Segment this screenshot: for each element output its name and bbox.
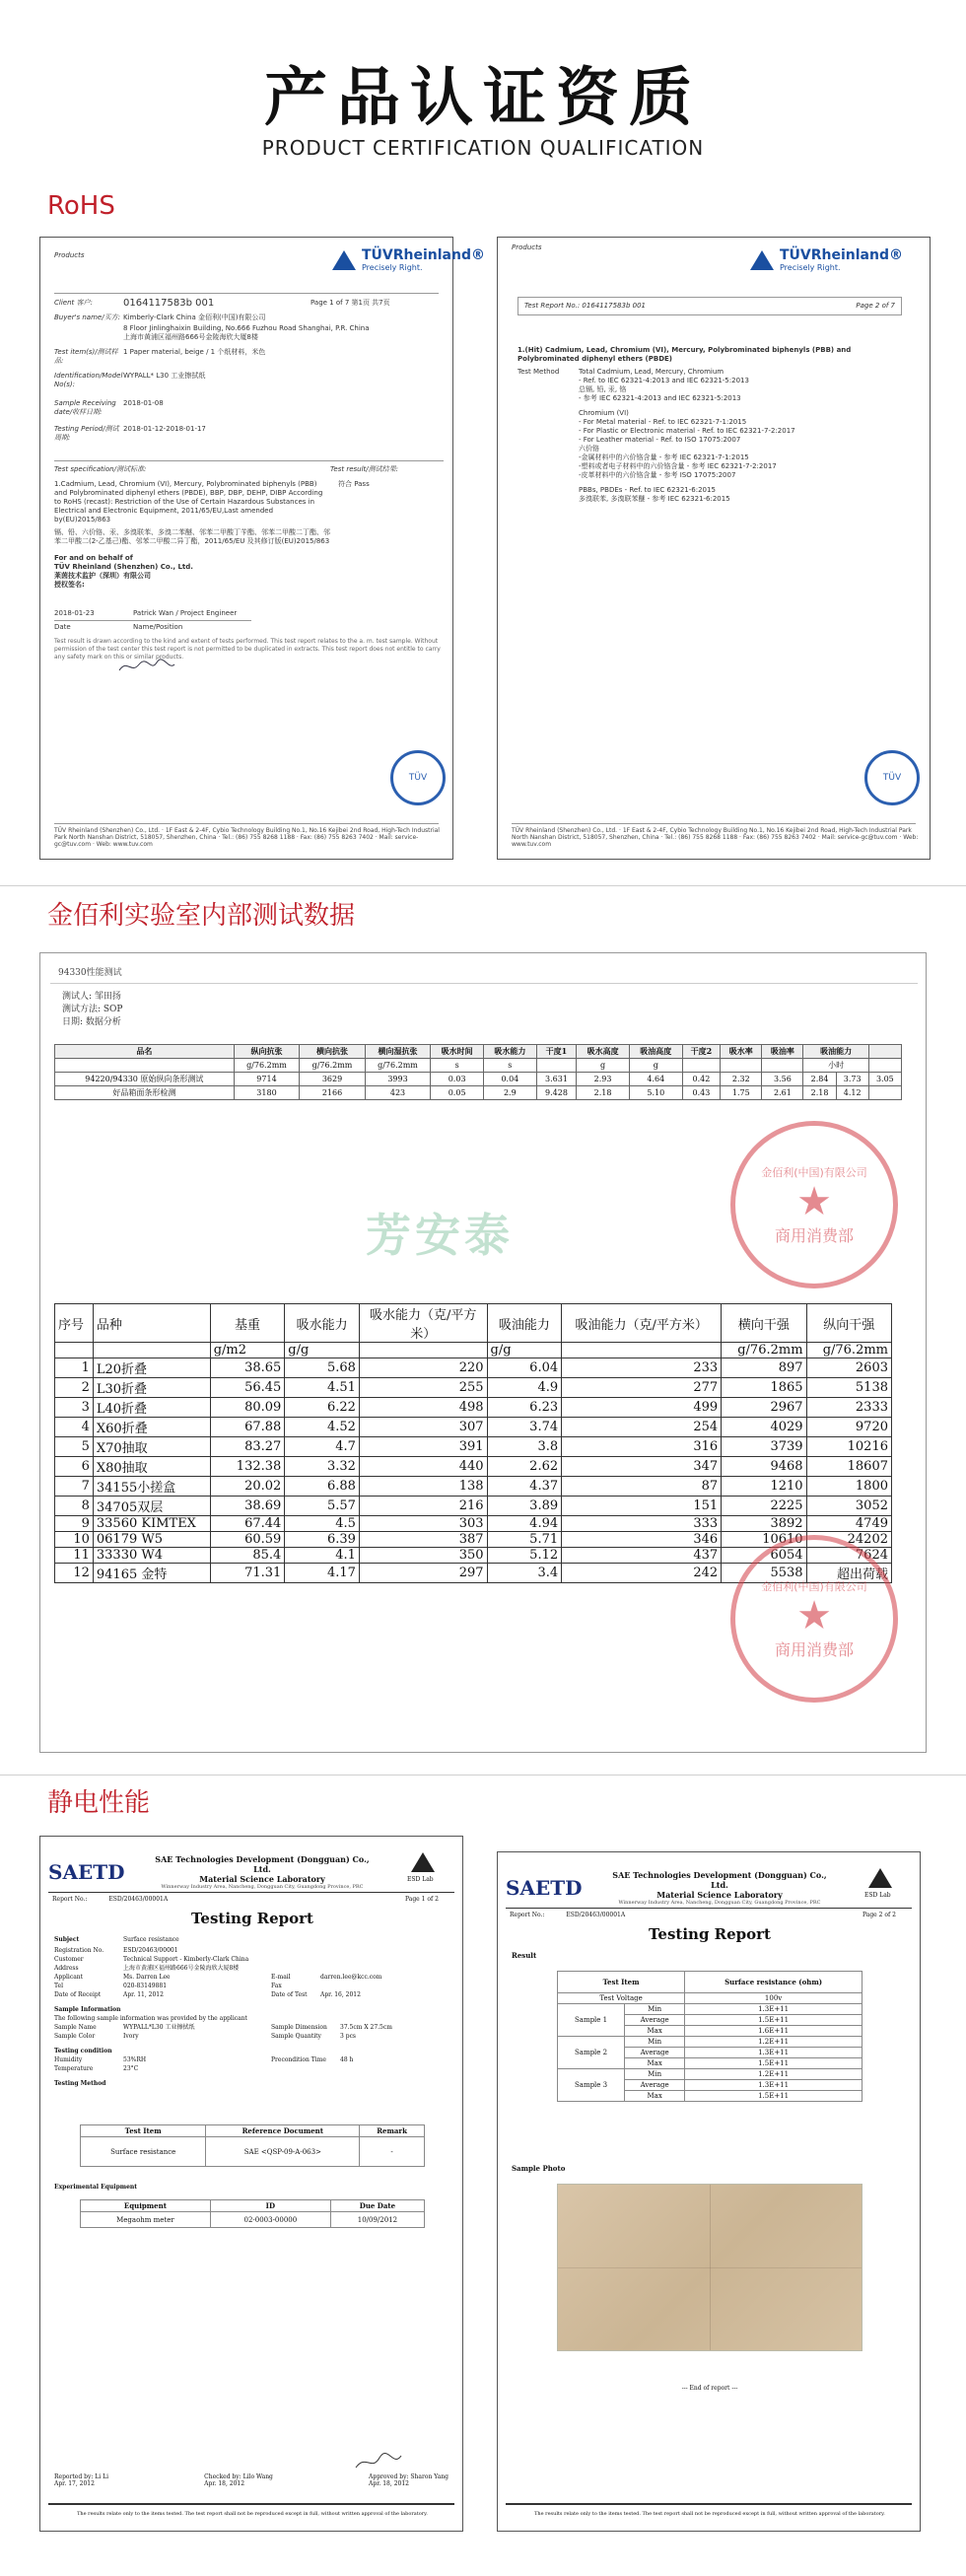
lab-data-sheet [39,952,927,1753]
page-title: 产品认证资质 [264,62,702,135]
period-value: 2018-01-12-2018-01-17 [123,425,206,433]
sign-date: 2018-01-23 [54,609,95,617]
report-number: Report No.: ESD/20463/00001A [510,1912,626,1918]
model-value: WYPALL* L30 工业擦拭纸 [123,372,206,380]
tuv-logo [332,247,485,272]
saetd-header: SAE Technologies Development (Dongguan) Co., Ltd. Material Science Laboratory Winnerway Industry Area, Nancheng, Dongguan City, Guangdong Province, PRC [155,1854,370,1890]
period-label: Testing Period/测试周期: [54,425,119,442]
signature-icon [117,657,176,676]
table-row: 12 94165 金特 71.31 4.17 297 3.4 242 5538 超出荷载 [55,1564,892,1583]
tuv-triangle-icon [750,250,774,270]
spec-label: Test specification/测试标准: [54,465,147,473]
report-title: Testing Report [648,1925,771,1943]
products-label: Products [512,244,542,251]
buyer-label: Buyer's name/买方: [54,313,120,321]
tuv-brand: TÜVRheinland® [780,247,903,263]
saetd-logo: SAETD [48,1860,125,1884]
client-label: Client 客户: [54,299,93,307]
lab-method: 测试方法: SOP [62,1005,123,1014]
saetd-report-page-2 [497,1851,921,2532]
auth-label: 授权签名: [54,581,85,589]
lab-results-table: 序号 品种 基重 吸水能力 吸水能力（克/平方米） 吸油能力 吸油能力（克/平方米） 横向干强 纵向干强 g/m2 g/g g/g g/76.2mm g/76.2mm 1 L20折叠 38.65 5.68 220 6.04 233 897 2603 2 L30折叠 56.45 4.51 255 4.9 277 1865 5138 3 L40折叠 80.09 6.22 498 6.23 499 2967 2333 4 X60折叠 67.88 4.52 307 3.74 254 4029 9720 5 X70抽取 83.27 4.7 391 3.8 316 3739 10216 6 X80抽取 132.38 3.32 440 2.62 347 9468 18607 7 34155小搓盒 20.02 6.88 138 4.37 87 1210 1800 8 34705双层 38.69 5.57 216 3.89 151 2225 3052 9 33560 KIMTEX 67.44 4.5 303 4.94 333 3892 4749 10 06179 W5 60.59 6.39 387 5.71 346 10610 24202 11 33330 W4 85.4 4.1 350 5.12 437 6054 7624 12 94165 金特 71.31 4.17 297 3.4 242 5538 超出荷载 [54,1303,892,1583]
table-row: 7 34155小搓盒 20.02 6.88 138 4.37 87 1210 1800 [55,1477,892,1497]
table-row: 好品箱面条形检测 3180 2166 423 0.05 2.9 9.428 2.18 5.10 0.43 1.75 2.61 2.18 4.12 [55,1086,902,1100]
buyer-value: Kimberly-Clark China 金佰利(中国)有限公司 [123,313,266,321]
tuv-logo [750,247,903,272]
equipment-table: Equipment ID Due Date Megaohm meter 02-0003-00000 10/09/2012 [80,2199,425,2228]
saetd-footer: The results relate only to the items tested. The test report shall not be reproduced except in full, without written approval of the laboratory. [77,2511,428,2517]
date-caption: Date [54,623,71,631]
lab-meta [62,991,123,1029]
signatures: Reported by: Li Li Apr. 17, 2012 Checked by: Lilo Wang Apr. 18, 2012 Approved by: Sharon Yang Apr. 18, 2012 [54,2473,448,2487]
report-body: Subject Surface resistance Registration No. ESD/20463/00001 Customer Technical Support - Kimberly-Clark China Address 上海市黄浦区福州路666号金陵海欣大厦8楼 Applicant Ms. Darren Lee E-mail darren.lee@kcc.com Tel 020-83149881 Fax Date of Receipt Apr. 11, 2012 Date of Test Apr. 16, 2012 Sample Information The following sample information was provided by the applicant Sample Name WYPALL*L30 工业擦拭纸 Sample Dimension 37.5cm X 27.5cm Sample Color Ivory Sample Quantity 3 pcs Testing condition Humidity 53%RH Precondition Time 48 h Temperature 23°C Testing Method [54,1936,392,2087]
page-number: Page 2 of 2 [862,1912,896,1918]
spec-text-cn: 镉、铅、六价铬、汞、多溴联苯、多溴二苯醚、邻苯二甲酸丁苄酯、邻苯二甲酸二丁酯、邻苯二甲酸二(2-乙基己)酯、邻苯二甲酸二异丁酯，2011/65/EU 及其修订版(EU)2015/863 [54,528,330,545]
model-label: Identification/Model No(s): [54,372,123,388]
spec-text: 1.Cadmium, Lead, Chromium (VI), Mercury, Polybrominated biphenyls (PBB) and Polybrominated diphenyl ethers (PBDE), BBP, DBP, DEHP, DIBP According to RoHS (recast): Restriction of the Use of Certain Hazardous Substances in Electrical and Electronic Equipment, 2011/65/EU,Last amended by(EU)2015/863 [54,480,323,523]
method-table: Test Item Reference Document Remark Surface resistance SAE <QSP-09-A-063> - [80,2124,425,2167]
company-seal-stamp-bottom: 金佰利(中国)有限公司 ★ 商用消费部 [730,1535,898,1703]
resistance-table: Test Item Surface resistance (ohm) Test Voltage 100v Sample 1 Min 1.3E+11 Average 1.5E+11 Max 1.6E+11 Sample 2 Min 1.2E+11 Average 1.3E+11 Max 1.5E+11 Sample 3 Min 1.2E+11 Average 1.3E+11 Max 1.5E+11 [557,1971,862,2102]
table-row: 2 L30折叠 56.45 4.51 255 4.9 277 1865 5138 [55,1378,892,1398]
sample-photo [557,2184,862,2351]
saetd-logo: SAETD [506,1876,583,1900]
report-number: Test Report No.: 0164117583b 001 [524,302,646,310]
section-title-rohs: RoHS [47,191,115,221]
lab-date: 日期: 数据分析 [62,1017,121,1027]
photo-label: Sample Photo [512,2164,566,2173]
table-row: Max 1.5E+11 [558,2058,862,2069]
saetd-footer: The results relate only to the items tested. The test report shall not be reproduced except in full, without written approval of the laboratory. [534,2511,885,2517]
tuv-triangle-icon [332,250,356,270]
table-row: 4 X60折叠 67.88 4.52 307 3.74 254 4029 9720 [55,1418,892,1437]
report-number-box [518,297,902,315]
tuv-seal-stamp: TÜV [864,750,920,805]
result-value: 符合 Pass [338,480,370,488]
behalf-text: For and on behalf of [54,554,133,562]
signer: Patrick Wan / Project Engineer [133,609,238,617]
lab-name: TÜV Rheinland (Shenzhen) Co., Ltd. [54,563,193,571]
table-row: Sample 3 Min 1.2E+11 [558,2069,862,2080]
name-caption: Name/Position [133,623,183,631]
receiving-label: Sample Receiving date/收样日期: [54,399,116,416]
method-label: Test Method [518,368,560,376]
tuv-report-page-1 [39,237,485,860]
lab-name-cn: 莱茵技术监护（深圳）有限公司 [54,572,151,580]
star-icon: ★ [796,1592,832,1638]
page-number: Page 1 of 2 [405,1896,439,1903]
tuv-footer: TÜV Rheinland (Shenzhen) Co., Ltd. · 1F East & 2-4F, Cybio Technology Building No.1, No.16 Kejibei 2nd Road, High-Tech Industrial Park North Nanshan District, 518057, Shenzhen, China · Tel.: (86) 755 8268 1188 · Fax: (86) 755 8263 7402 · Mail: service-gc@tuv.com · Web: www.tuv.com [54,827,440,848]
equipment-label: Experimental Equipment [54,2184,138,2191]
tuv-report-page-2 [497,237,931,860]
table-row: Sample 1 Min 1.3E+11 [558,2004,862,2015]
table-row: 8 34705双层 38.69 5.57 216 3.89 151 2225 3052 [55,1497,892,1516]
report-title: Testing Report [190,1910,313,1927]
lab-summary-table: 品名 纵向抗张 横向抗张 横向湿抗张 吸水时间 吸水能力 干度1 吸水高度 吸油高度 干度2 吸水率 吸油率 吸油能力 g/76.2mm g/76.2mm g/76.2mm s s g g 小时 94220/94330 原始纵向条形测试 9714 3629 3993 0.03 0.04 3.631 2.93 4.64 0.42 2.32 3.56 2.84 3.73 3.05 好品箱面条形检测 3180 2166 423 0.05 2.9 9.428 2.18 5.10 0.43 1.75 2.61 2.18 4.12 [54,1044,902,1100]
table-row: Max 1.6E+11 [558,2026,862,2037]
table-row: 5 X70抽取 83.27 4.7 391 3.8 316 3739 10216 [55,1437,892,1457]
esd-warning-icon [411,1852,435,1872]
table-row: Max 1.5E+11 [558,2091,862,2102]
page-subtitle: PRODUCT CERTIFICATION QUALIFICATION [261,136,705,160]
esd-lab-label: ESD Lab [864,1892,891,1899]
tuv-brand: TÜVRheinland® [362,247,485,263]
lab-header-title: 94330性能测试 [58,968,122,978]
signature-icon [354,2452,403,2472]
receiving-value: 2018-01-08 [123,399,164,407]
client-block [54,299,444,661]
result-label: Test result/测试结果: [330,465,399,473]
table-row: 11 33330 W4 85.4 4.1 350 5.12 437 6054 7624 [55,1548,892,1564]
tuv-slogan: Precisely Right. [362,263,423,272]
result-label: Result [512,1951,537,1960]
disclaimer: Test result is drawn according to the kind and extent of tests performed. This test report relates to the a. m. test sample. Without permission of the test center this test report is not permitted to be duplicated in extracts. This test report does not entitle to carry any safety mark on this or similar products. [54,638,441,661]
star-icon: ★ [796,1178,832,1224]
report-number: Report No.: ESD/20463/00001A [52,1896,169,1903]
buyer-address-cn: 上海市黄浦区福州路666号金陵海欣大厦8楼 [123,333,258,341]
tuv-seal-stamp: TÜV [390,750,446,805]
table-row: Average 1.3E+11 [558,2080,862,2091]
table-row: 1 L20折叠 38.65 5.68 220 6.04 233 897 2603 [55,1358,892,1378]
table-row: Sample 2 Min 1.2E+11 [558,2037,862,2048]
saetd-header: SAE Technologies Development (Dongguan) Co., Ltd. Material Science Laboratory Winnerway Industry Area, Nancheng, Dongguan City, Guangdong Province, PRC [612,1870,827,1906]
tuv-footer: TÜV Rheinland (Shenzhen) Co., Ltd. · 1F East & 2-4F, Cybio Technology Building No.1, No.16 Kejibei 2nd Road, High-Tech Industrial Park North Nanshan District, 518057, Shenzhen, China · Tel.: (86) 755 8268 1188 · Fax: (86) 755 8263 7402 · Mail: service-gc@tuv.com · Web: www.tuv.com [512,827,919,848]
test-item-value: 1 Paper material, beige / 1 个纸材料，米色 [123,348,266,356]
table-row: 6 X80抽取 132.38 3.32 440 2.62 347 9468 18607 [55,1457,892,1477]
page-number: Page 1 of 7 第1页 共7页 [310,299,390,307]
method-lines: Total Cadmium, Lead, Mercury, Chromium - Ref. to IEC 62321-4:2013 and IEC 62321-5:2013 总镉, 铅, 汞, 铬 - 参考 IEC 62321-4:2013 and IEC 62321-5:2013 Chromium (VI) - For Metal material - Ref. to IEC 62321-7-1:2015 - For Plastic or Electronic material - Ref. to IEC 62321-7-2:2017 - For Leather material - Ref. to ISO 17075:2007 六价铬 -金属材料中的六价铬含量 - 参考 IEC 62321-7-1:2015 -塑料或者电子材料中的六价铬含量 - 参考 IEC 62321-7-2:2017 -皮革材料中的六价铬含量 - 参考 ISO 17075:2007 PBBs, PBDEs - Ref. to IEC 62321-6:2015 多溴联苯, 多溴联苯醚 - 参考 IEC 62321-6:2015 [579,368,795,503]
client-value: 0164117583b 001 [123,298,215,309]
table-row: 10 06179 W5 60.59 6.39 387 5.71 346 10610 24202 [55,1532,892,1548]
table-row: 3 L40折叠 80.09 6.22 498 6.23 499 2967 2333 [55,1398,892,1418]
end-of-report: --- End of report --- [681,2385,738,2392]
lab-tester: 测试人: 邹田扬 [62,992,121,1002]
table-row: Average 1.5E+11 [558,2015,862,2026]
page-number: Page 2 of 7 [856,302,895,310]
divider [54,460,444,461]
watermark-text: 芳安泰 [366,1209,514,1262]
table-row: 9 33560 KIMTEX 67.44 4.5 303 4.94 333 3892 4749 [55,1516,892,1532]
test-heading: 1.(Hit) Cadmium, Lead, Chromium (VI), Mercury, Polybrominated biphenyls (PBB) and Polybrominated diphenyl ethers (PBDE) [518,346,852,363]
table-row: Average 1.3E+11 [558,2048,862,2058]
saetd-report-page-1 [39,1836,463,2532]
company-seal-stamp-top: 金佰利(中国)有限公司 ★ 商用消费部 [730,1121,898,1288]
table-row: 94220/94330 原始纵向条形测试 9714 3629 3993 0.03 0.04 3.631 2.93 4.64 0.42 2.32 3.56 2.84 3.73 3.05 [55,1073,902,1086]
section-title-lab: 金佰利实验室内部测试数据 [47,901,356,931]
esd-lab-label: ESD Lab [407,1876,434,1883]
tuv-slogan: Precisely Right. [780,263,841,272]
test-item-label: Test item(s)/测试样品: [54,348,118,365]
products-label: Products [54,251,85,259]
buyer-address: 8 Floor Jinlinghaixin Building, No.666 Fuzhou Road Shanghai, P.R. China [123,324,370,332]
esd-warning-icon [868,1868,892,1888]
divider [54,293,439,294]
section-title-static: 静电性能 [47,1788,151,1818]
